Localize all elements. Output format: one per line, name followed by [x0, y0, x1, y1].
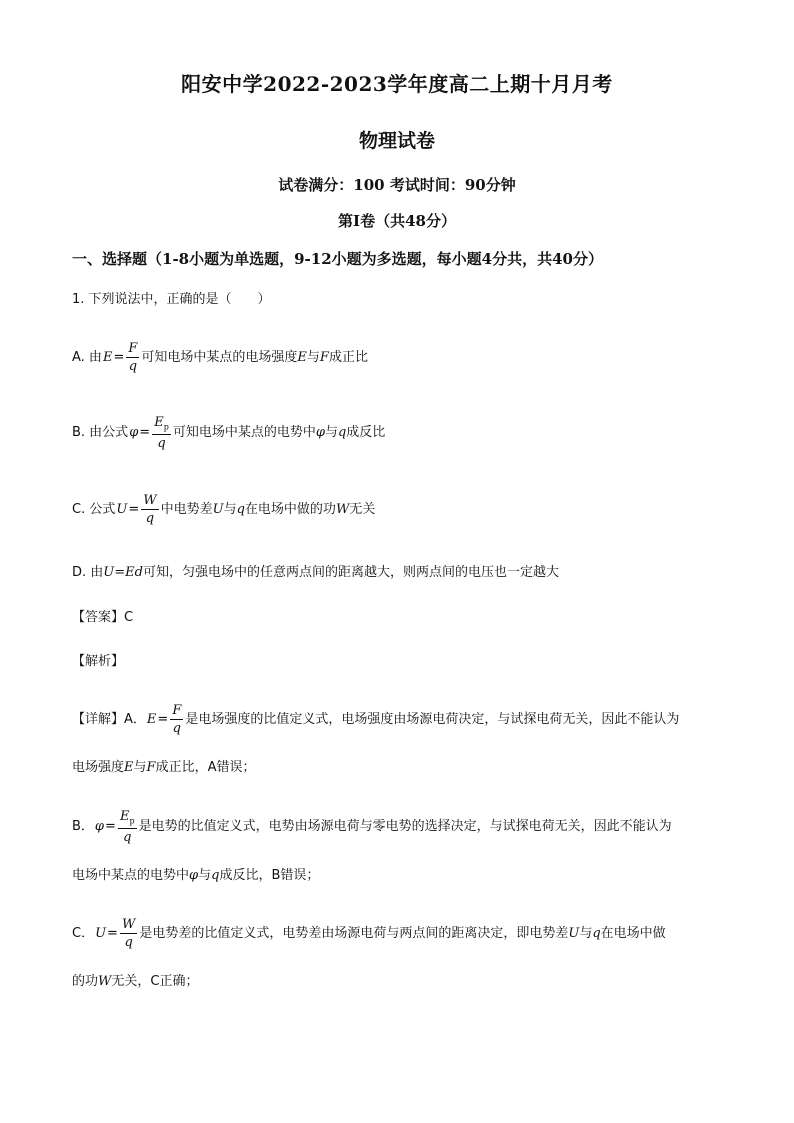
exam-meta: 试卷满分：100 考试时间：90分钟 — [278, 176, 516, 194]
detail-c-text: 是电势差的比值定义式，电势差由场源电荷与两点间的距离决定，即电势差 — [139, 926, 569, 941]
detail-b-prefix: B． — [72, 819, 94, 835]
fraction-w-over-q — [120, 918, 137, 949]
detail-a-line1 — [72, 704, 679, 735]
detail-b-line2 — [72, 869, 319, 882]
option-b — [72, 416, 385, 450]
var-w: W — [335, 502, 350, 517]
ep-symbol: E — [154, 415, 164, 430]
option-b-text: 可知电场中某点的电势中 — [172, 425, 316, 441]
option-b-mid: 与 — [324, 425, 338, 441]
subject-title: 物理试卷 — [358, 130, 435, 152]
option-d — [72, 566, 559, 579]
detail-a-line2-mid: 与 — [133, 760, 147, 775]
fraction-numerator: W — [143, 493, 157, 508]
answer-value: C — [124, 610, 134, 625]
detail-c-mid: 与 — [579, 926, 593, 941]
formula-equals: = — [105, 819, 116, 835]
option-a-end: 成正比 — [328, 350, 368, 365]
fraction-denominator: q — [172, 721, 181, 736]
formula-e-lhs: E — [146, 712, 157, 727]
detail-a-text: 是电场强度的比值定义式，电场强度由场源电荷决定，与试探电荷无关，因此不能认为 — [185, 712, 680, 727]
detail-b-line1 — [72, 810, 672, 844]
formula-e-lhs: E — [102, 350, 113, 365]
option-d-label: D. 由 — [72, 565, 104, 580]
var-e: E — [124, 760, 134, 775]
formula-equals: = — [107, 926, 118, 941]
fraction-numerator: F — [128, 341, 138, 356]
detail-b-line2-pre: 电场中某点的电势中 — [72, 868, 190, 883]
fraction-f-over-q — [126, 342, 139, 373]
question-stem — [72, 293, 271, 306]
detail-a-line2-end: 成正比，A错误； — [155, 760, 256, 775]
formula-equals: = — [157, 712, 169, 727]
section-heading: 一、选择题（1-8小题为单选题，9-12小题为多选题，每小题4分共，共40分） — [72, 250, 603, 268]
formula-u-lhs: U — [95, 926, 107, 941]
fraction-denominator: q — [128, 359, 138, 374]
fraction-denominator: q — [157, 435, 166, 451]
detail-c-end: 在电场中做 — [600, 926, 666, 941]
analysis-line — [72, 655, 124, 668]
detail-c-line2 — [72, 975, 198, 988]
formula-equals: = — [113, 350, 125, 365]
fraction-denominator: q — [145, 511, 155, 526]
detail-a-line2-pre: 电场强度 — [72, 760, 125, 775]
detail-b-text: 是电势的比值定义式，电势由场源电荷与零电势的选择决定，与试探电荷无关，因此不能认为 — [138, 819, 672, 835]
var-q: q — [236, 502, 245, 517]
var-w: W — [98, 974, 112, 989]
answer-line — [72, 611, 133, 624]
detail-c-line2-end: 无关，C正确； — [111, 974, 199, 989]
fraction-ep-over-q — [118, 810, 137, 844]
var-q: q — [211, 868, 220, 883]
fraction-w-over-q — [141, 494, 158, 525]
analysis-label: 【解析】 — [72, 654, 125, 669]
var-f: F — [146, 760, 156, 775]
option-c-mid: 与 — [223, 502, 237, 517]
school-title: 阳安中学2022-2023学年度高二上期十月月考 — [181, 72, 613, 96]
detail-a-line2 — [72, 761, 255, 774]
fraction-numerator: F — [172, 703, 182, 718]
option-a-label: A. 由 — [72, 350, 102, 365]
option-a-text: 可知电场中某点的电场强度 — [141, 350, 298, 365]
option-a-mid: 与 — [306, 350, 320, 365]
detail-b-line2-mid: 与 — [198, 868, 212, 883]
option-d-text: 可知，匀强电场中的任意两点间的距离越大，则两点间的电压也一定越大 — [142, 565, 559, 580]
ep-subscript: p — [129, 816, 135, 826]
question-stem-text: 1. 下列说法中，正确的是（ ） — [72, 292, 271, 307]
answer-label: 【答案】 — [72, 610, 125, 625]
formula-equals: = — [128, 502, 140, 517]
fraction-numerator: W — [121, 917, 136, 932]
option-c-text: 中电势差 — [160, 502, 213, 517]
option-a — [72, 342, 368, 373]
option-c-end: 在电场中做的功 — [244, 502, 336, 517]
option-c-end2: 无关 — [349, 502, 376, 517]
var-u: U — [568, 926, 580, 941]
option-c — [72, 494, 375, 525]
var-q: q — [592, 926, 601, 941]
fraction-numerator — [152, 416, 171, 435]
var-phi: φ — [315, 425, 325, 441]
fraction-f-over-q — [170, 704, 183, 735]
detail-b-line2-end: 成反比，B错误； — [219, 868, 320, 883]
formula-equals: = — [139, 425, 151, 441]
formula-phi-lhs: φ — [129, 425, 139, 441]
ep-symbol: E — [119, 809, 130, 824]
option-b-end: 成反比 — [346, 425, 386, 441]
formula-u-ed: U=Ed — [103, 565, 143, 580]
detail-c-line2-pre: 的功 — [72, 974, 99, 989]
var-phi: φ — [189, 868, 199, 883]
ep-subscript: p — [163, 422, 169, 432]
volume-title: 第I卷（共48分） — [338, 212, 456, 230]
var-f: F — [319, 350, 329, 365]
option-c-label: C. 公式 — [72, 502, 116, 517]
detail-c-prefix: C． — [72, 926, 95, 941]
fraction-numerator — [118, 810, 137, 829]
formula-phi-lhs: φ — [94, 819, 105, 835]
detail-c-line1 — [72, 918, 666, 949]
detail-a-prefix: 【详解】A． — [72, 712, 146, 727]
option-b-label: B. 由公式 — [72, 425, 129, 441]
var-q: q — [337, 425, 347, 441]
var-u: U — [212, 502, 224, 517]
var-e: E — [297, 350, 307, 365]
fraction-ep-over-q — [152, 416, 171, 450]
fraction-denominator: q — [123, 829, 132, 845]
fraction-denominator: q — [124, 935, 133, 950]
formula-u-lhs: U — [116, 502, 128, 517]
